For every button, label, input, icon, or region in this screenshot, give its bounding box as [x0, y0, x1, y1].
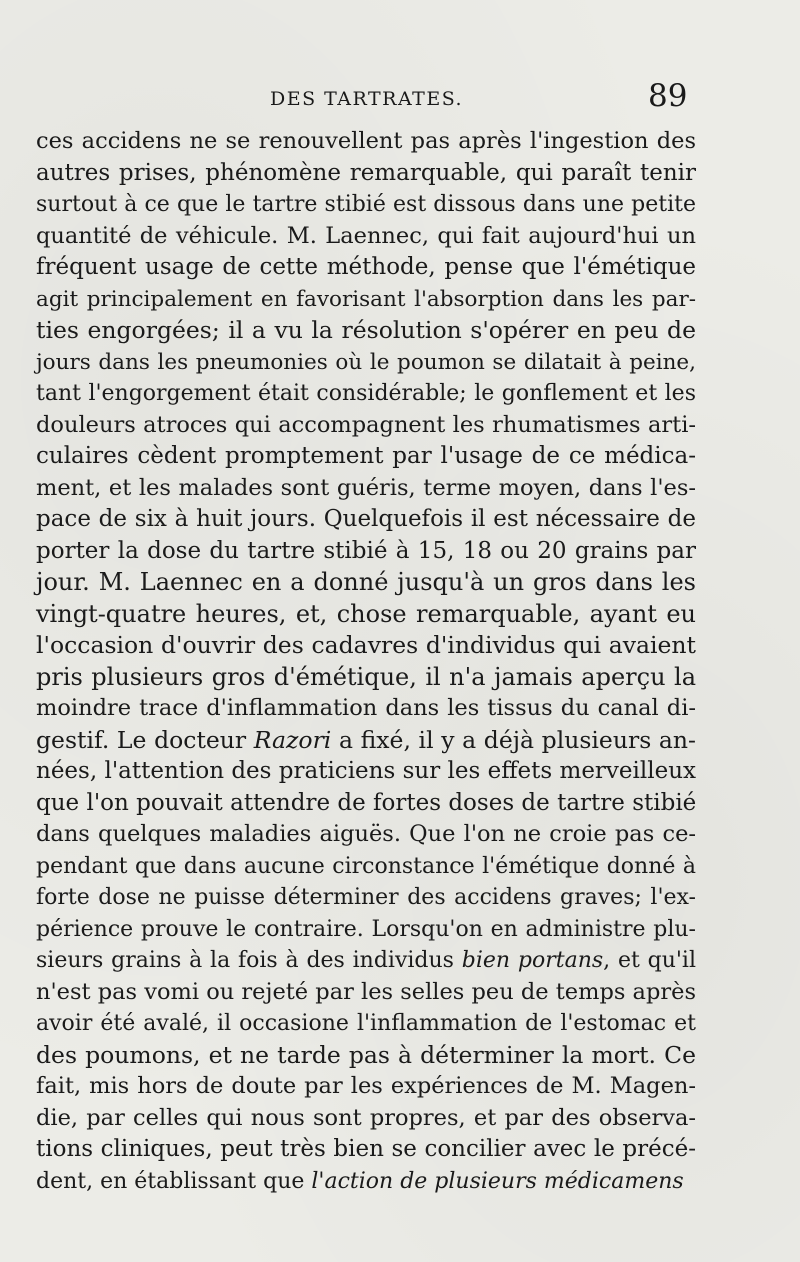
- running-title: DES TARTRATES.: [270, 88, 464, 110]
- text-line: autres prises, phénomène remarquable, qui paraît tenir: [36, 159, 696, 186]
- text-line: tant l'engorgement était considérable; le gonflement et les: [36, 381, 696, 406]
- text-line: nées, l'attention des praticiens sur les effets merveilleux: [36, 758, 696, 784]
- text-line: pendant que dans aucune circonstance l'émétique donné à: [36, 853, 696, 879]
- text-line: n'est pas vomi ou rejeté par les selles peu de temps après: [36, 978, 696, 1005]
- text-line: culaires cèdent promptement par l'usage de ce médica-: [36, 443, 696, 469]
- text-line: ces accidens ne se renouvellent pas après l'ingestion des: [36, 128, 696, 154]
- page-number: 89: [648, 78, 688, 114]
- text-line: dans quelques maladies aiguës. Que l'on ne croie pas ce-: [36, 821, 696, 847]
- text-line: douleurs atroces qui accompagnent les rhumatismes arti-: [36, 411, 696, 438]
- text-line: que l'on pouvait attendre de fortes doses de tartre stibié: [36, 789, 697, 816]
- text-line: avoir été avalé, il occasione l'inflammation de l'estomac et: [36, 1011, 696, 1036]
- text-line: pris plusieurs gros d'émétique, il n'a jamais aperçu la: [36, 662, 696, 691]
- text-line: des poumons, et ne tarde pas à déterminer la mort. Ce: [36, 1040, 696, 1069]
- text-line: pace de six à huit jours. Quelquefois il est nécessaire de: [36, 506, 696, 532]
- text-line: quantité de véhicule. M. Laennec, qui fait aujourd'hui un: [36, 222, 696, 249]
- text-line: ment, et les malades sont guéris, terme moyen, dans l'es-: [36, 474, 696, 501]
- text-line: jours dans les pneumonies où le poumon se dilatait à peine,: [36, 349, 696, 375]
- text-line: porter la dose du tartre stibié à 15, 18 ou 20 grains par: [36, 537, 696, 564]
- text-line: fréquent usage de cette méthode, pense que l'émétique: [36, 254, 696, 280]
- text-line: forte dose ne puisse déterminer des accidens graves; l'ex-: [36, 885, 696, 910]
- text-line: fait, mis hors de doute par les expériences de M. Magen-: [36, 1073, 696, 1099]
- text-line: périence prouve le contraire. Lorsqu'on en administre plu-: [36, 916, 696, 942]
- text-line: l'occasion d'ouvrir des cadavres d'individus qui avaient: [36, 631, 696, 659]
- text-line: die, par celles qui nous sont propres, et par des observa-: [36, 1104, 696, 1131]
- text-line: surtout à ce que le tartre stibié est dissous dans une petite: [36, 192, 696, 217]
- text-line: sieurs grains à la fois à des individus bien portans, et qu'il: [36, 948, 696, 973]
- text-line: ties engorgées; il a vu la résolution s'opérer en peu de: [36, 316, 696, 344]
- body-text: [36, 126, 696, 1197]
- text-line: dent, en établissant que l'action de plusieurs médicamens: [36, 1168, 684, 1194]
- text-line: jour. M. Laennec en a donné jusqu'à un gros dans les: [36, 568, 696, 596]
- text-line: tions cliniques, peut très bien se concilier avec le précé-: [36, 1136, 696, 1162]
- text-line: agit principalement en favorisant l'absorption dans les par-: [36, 286, 696, 312]
- text-line: moindre trace d'inflammation dans les tissus du canal di-: [36, 695, 696, 721]
- text-line: gestif. Le docteur Razori a fixé, il y a déjà plusieurs an-: [36, 725, 696, 754]
- text-line: vingt-quatre heures, et, chose remarquable, ayant eu: [36, 599, 696, 628]
